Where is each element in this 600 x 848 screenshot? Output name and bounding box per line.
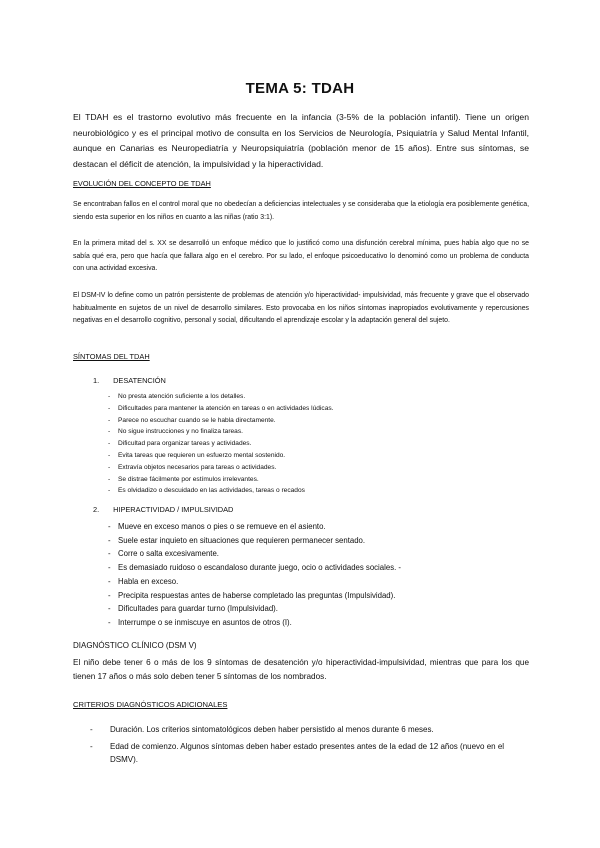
- list-item: - Parece no escuchar cuando se le habla directamente.: [108, 415, 334, 427]
- list-item: - Dificultades para mantener la atención en tareas o en actividades lúdicas.: [108, 403, 334, 415]
- list-item: - Evita tareas que requieren un esfuerzo mental sostenido.: [108, 450, 334, 462]
- section-heading-sintomas: SÍNTOMAS DEL TDAH: [73, 352, 150, 361]
- symptom-list-desatencion: [108, 391, 334, 497]
- symptom-group-title-desatencion: [93, 376, 166, 385]
- list-item: - Es demasiado ruidoso o escandaloso durante juego, ocio o actividades sociales. -: [108, 561, 401, 575]
- list-item: - Edad de comienzo. Algunos síntomas deben haber estado presentes antes de la edad de 12 años (nuevo en el DSMV).: [90, 740, 530, 767]
- criterios-list: [90, 723, 530, 770]
- list-item: - Extravía objetos necesarios para tareas o actividades.: [108, 462, 334, 474]
- group-label: DESATENCIÓN: [113, 376, 166, 385]
- section-heading-diagnostico: DIAGNÓSTICO CLÍNICO (DSM V): [73, 641, 197, 650]
- list-item: - Interrumpe o se inmiscuye en asuntos de otros (I).: [108, 616, 401, 630]
- evolucion-paragraph-3: El DSM-IV lo define como un patrón persistente de problemas de atención y/o hiperactividad- impulsividad, más frecuente y grave que el observado habitualmente en sujetos de un nivel de desarrollo similares. Esto provocaba en los niños síntomas inapropiados evolutivamente y repercusiones negativas en el desarrollo cognitivo, personal y social, dificultando el aprendizaje escolar y la adaptación general del sujeto.: [73, 292, 529, 324]
- evolucion-paragraph-1: Se encontraban fallos en el control moral que no obedecían a deficiencias intelectuales y se consideraba que la etiología era posiblemente genética, siendo esta superior en los niños en cuanto a las niñas (ratio 3:1).: [73, 201, 529, 221]
- list-item: - Mueve en exceso manos o pies o se remueve en el asiento.: [108, 520, 401, 534]
- list-item: - Corre o salta excesivamente.: [108, 547, 401, 561]
- list-item: - Se distrae fácilmente por estímulos irrelevantes.: [108, 474, 334, 486]
- group-label: HIPERACTIVIDAD / IMPULSIVIDAD: [113, 505, 234, 514]
- section-heading-evolucion: EVOLUCIÓN DEL CONCEPTO DE TDAH: [73, 179, 211, 188]
- evolucion-paragraph-2: En la primera mitad del s. XX se desarrolló un enfoque médico que lo justificó como una disfunción cerebral mínima, pues había algo que no se sabía qué era, pero que hacía que fallara algo en el cerebro. Por su lado, el enfoque psicoeducativo lo denominó como un problema de conducta con una actividad excesiva.: [73, 240, 529, 272]
- group-number: 1.: [93, 376, 100, 385]
- symptom-list-hiperactividad: [108, 520, 401, 630]
- list-item: - Suele estar inquieto en situaciones que requieren permanecer sentado.: [108, 534, 401, 548]
- group-number: 2.: [93, 505, 100, 514]
- diagnostico-paragraph: El niño debe tener 6 o más de los 9 síntomas de desatención y/o hiperactividad-impulsividad, mientras que para los que tienen 17 años o más solo deben tener 5 síntomas de los nombrados.: [73, 658, 529, 681]
- list-item: - Dificultades para guardar turno (Impulsividad).: [108, 602, 401, 616]
- list-item: - Dificultad para organizar tareas y actividades.: [108, 438, 334, 450]
- list-item: - Habla en exceso.: [108, 575, 401, 589]
- page-title: TEMA 5: TDAH: [245, 80, 355, 97]
- list-item: - Es olvidadizo o descuidado en las actividades, tareas o recados: [108, 485, 334, 497]
- list-item: - No presta atención suficiente a los detalles.: [108, 391, 334, 403]
- list-item: - Precipita respuestas antes de haberse completado las preguntas (Impulsividad).: [108, 589, 401, 603]
- list-item: - Duración. Los criterios sintomatológicos deben haber persistido al menos durante 6 meses.: [90, 723, 530, 737]
- intro-paragraph: El TDAH es el trastorno evolutivo más frecuente en la infancia (3-5% de la población infantil). Tiene un origen neurobiológico y es el principal motivo de consulta en los Servicios de Neurología, Psiquiatría y Salud Mental Infantil, aunque en Canarias es Neuropediatría y Neuropsiquiatría (población menor de 15 años). Entre sus síntomas, se destacan el déficit de atención, la impulsividad y la hiperactividad.: [73, 112, 529, 169]
- list-item: - No sigue instrucciones y no finaliza tareas.: [108, 426, 334, 438]
- section-heading-criterios: CRITERIOS DIAGNÓSTICOS ADICIONALES: [73, 700, 228, 709]
- symptom-group-title-hiperactividad: [93, 505, 233, 514]
